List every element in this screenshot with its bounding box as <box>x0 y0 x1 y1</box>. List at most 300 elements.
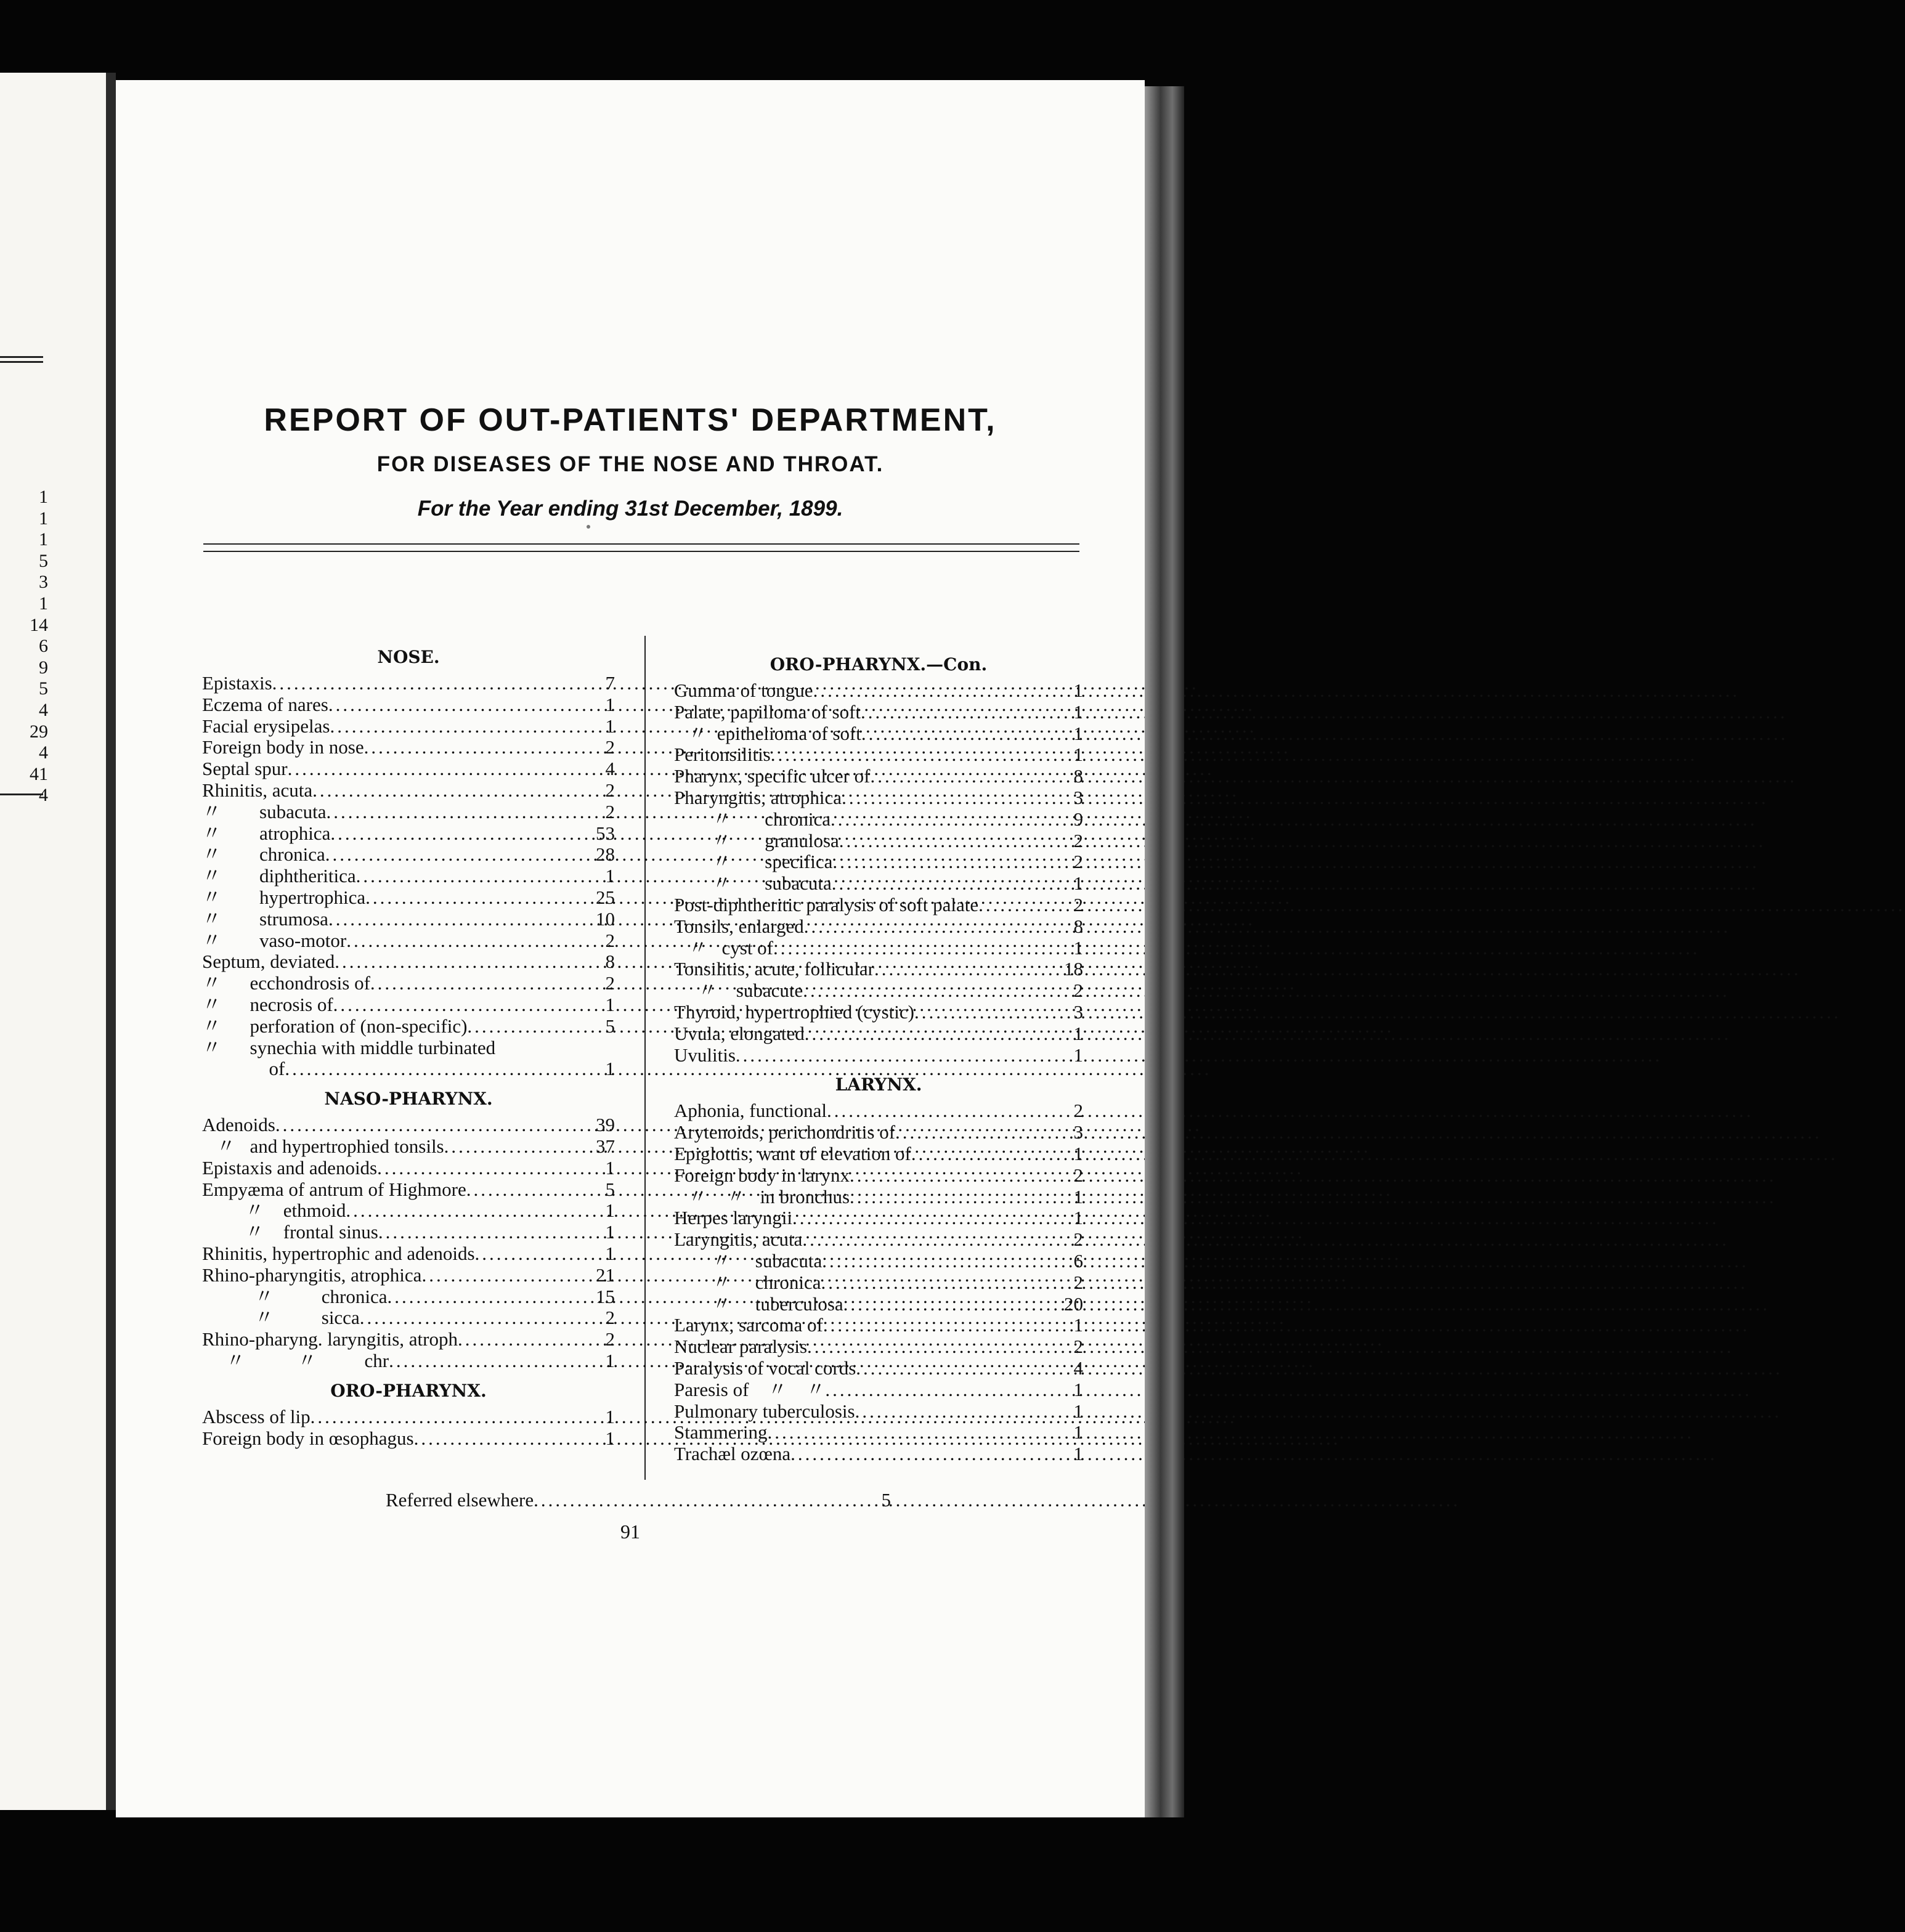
previous-page-number: 1 <box>39 508 48 529</box>
table-row <box>202 1329 615 1350</box>
table-row <box>674 1023 1083 1045</box>
table-row <box>202 780 615 802</box>
table-row <box>202 1286 615 1308</box>
dot-leader <box>360 1307 583 1329</box>
case-count: 1 <box>1073 1142 1083 1164</box>
diagnosis-label: Pharynx, specific ulcer of <box>674 765 871 787</box>
case-count: 8 <box>1073 765 1083 787</box>
dot-leader <box>389 1350 583 1372</box>
table-row <box>202 1222 615 1243</box>
dot-leader <box>370 973 583 994</box>
case-count: 1 <box>1073 744 1083 766</box>
diagnosis-label: Nuclear paralysis <box>674 1336 808 1358</box>
table-row <box>674 916 1083 938</box>
case-count: 1 <box>1073 1400 1083 1422</box>
table-row <box>674 1401 1083 1423</box>
diagnosis-label: Tonsils, enlarged <box>674 915 804 937</box>
diagnosis-label: Palate, papilloma of soft <box>674 700 861 723</box>
table-row <box>674 1443 1083 1465</box>
case-count: 2 <box>605 1307 615 1329</box>
table-row <box>674 1272 1083 1294</box>
dot-leader <box>326 802 583 823</box>
diagnosis-label: 〃 cyst of <box>674 936 774 959</box>
diagnosis-label: Foreign body in œsophagus <box>202 1427 414 1449</box>
case-count: 1 <box>1073 1207 1083 1229</box>
table-row <box>674 680 1083 702</box>
case-count: 1 <box>1073 700 1083 723</box>
table-row <box>674 1100 1083 1122</box>
case-count: 3 <box>1073 1000 1083 1023</box>
previous-page-number: 14 <box>30 614 48 635</box>
dot-leader <box>843 1294 1051 1315</box>
diagnosis-label: Empyæma of antrum of Highmore <box>202 1178 466 1200</box>
dot-leader <box>831 809 1051 830</box>
dot-leader <box>285 1058 583 1080</box>
dot-leader <box>805 1023 1051 1045</box>
table-row <box>202 1265 615 1286</box>
table-row <box>202 866 615 887</box>
case-count: 2 <box>1073 893 1083 915</box>
previous-page-number: 4 <box>39 699 48 720</box>
table-row <box>674 1336 1083 1358</box>
table-row <box>674 1358 1083 1379</box>
dot-leader <box>346 1200 583 1222</box>
diagnosis-label: Foreign body in nose <box>202 736 364 758</box>
diagnosis-label: 〃 granulosa <box>674 829 839 851</box>
diagnosis-label: Tonsilitis, acute, follicular <box>674 958 874 980</box>
diagnosis-label: Stammering <box>674 1421 768 1443</box>
dot-leader <box>861 702 1051 723</box>
case-count: 2 <box>1073 1271 1083 1293</box>
table-row <box>202 802 615 823</box>
case-count: 1 <box>605 1199 615 1222</box>
table-row <box>202 694 615 716</box>
diagnosis-label: Adenoids <box>202 1114 275 1136</box>
dot-leader <box>832 873 1051 895</box>
table-row <box>202 1243 615 1265</box>
dot-leader <box>861 723 1051 745</box>
case-count: 2 <box>605 736 615 758</box>
table-row <box>202 758 615 780</box>
diagnosis-label: 〃 sicca <box>202 1307 360 1329</box>
dot-leader <box>827 1100 1051 1122</box>
case-count: 2 <box>1073 1164 1083 1186</box>
table-row <box>674 1379 1083 1401</box>
case-count: 1 <box>1073 722 1083 744</box>
report-title: REPORT OF OUT-PATIENTS' DEPARTMENT, <box>264 402 997 438</box>
previous-page-number: 1 <box>39 529 48 550</box>
dot-leader <box>328 909 583 930</box>
case-count: 3 <box>1073 786 1083 808</box>
dot-leader <box>871 766 1052 787</box>
diagnosis-label: Peritonsilitis <box>674 744 771 766</box>
dot-leader <box>312 780 583 802</box>
diagnosis-label: 〃 synechia with middle turbinated <box>202 1036 496 1058</box>
diagnosis-label: 〃 subacute <box>674 980 803 1002</box>
dot-leader <box>839 830 1051 852</box>
previous-page-number: 5 <box>39 550 48 571</box>
case-count: 25 <box>596 886 615 908</box>
previous-page-number: 41 <box>30 763 48 784</box>
dot-leader <box>421 1265 583 1286</box>
right-column <box>674 649 1083 1465</box>
dot-leader <box>822 1251 1051 1272</box>
table-row <box>202 1136 615 1158</box>
diagnosis-label: Rhinitis, acuta <box>202 779 313 801</box>
table-row <box>202 844 615 866</box>
table-row <box>202 823 615 845</box>
previous-page-rule <box>0 356 43 358</box>
section-heading: NASO-PHARYNX. <box>324 1089 493 1110</box>
dot-leader <box>874 959 1051 980</box>
diagnosis-label: Herpes laryngii <box>674 1207 792 1229</box>
case-count: 21 <box>596 1264 615 1286</box>
case-count: 1 <box>1073 1443 1083 1465</box>
table-row <box>202 1307 615 1329</box>
table-row <box>674 702 1083 723</box>
dot-leader <box>333 994 583 1016</box>
dot-leader <box>346 930 583 952</box>
table-row <box>674 744 1083 766</box>
table-row <box>202 1200 615 1222</box>
diagnosis-label: Epiglottis, want of elevation of <box>674 1142 911 1164</box>
diagnosis-label: 〃 subacuta <box>674 872 832 895</box>
dot-leader <box>978 895 1051 916</box>
previous-page-number: 5 <box>39 678 48 699</box>
diagnosis-label: 〃 strumosa <box>202 907 328 930</box>
dot-leader <box>444 1136 583 1158</box>
case-count: 1 <box>1073 1421 1083 1443</box>
previous-page-number: 4 <box>39 785 48 806</box>
diagnosis-label: Abscess of lip <box>202 1405 311 1427</box>
diagnosis-label: Trachæl ozœna <box>674 1443 791 1465</box>
diagnosis-label: Pulmonary tuberculosis <box>674 1400 855 1422</box>
diagnosis-label: 〃 frontal sinus <box>202 1221 378 1243</box>
diagnosis-label: 〃 ethmoid <box>202 1199 346 1222</box>
table-row <box>202 1179 615 1201</box>
diagnosis-label: 〃 vaso-motor <box>202 929 347 951</box>
diagnosis-label: Foreign body in larynx <box>674 1164 850 1186</box>
case-count: 39 <box>596 1114 615 1136</box>
dot-leader <box>792 1208 1051 1229</box>
table-row <box>674 1002 1083 1023</box>
case-count: 18 <box>1064 958 1083 980</box>
previous-page-rule <box>0 361 43 363</box>
section-heading: NOSE. <box>377 647 440 667</box>
table-row <box>674 830 1083 852</box>
diagnosis-label: Gumma of tongue <box>674 680 813 701</box>
dot-leader <box>914 1002 1051 1023</box>
diagnosis-label: Post-diphtheritic paralysis of soft palate <box>674 893 979 915</box>
case-count: 1 <box>1073 1314 1083 1336</box>
dot-leader <box>272 673 583 694</box>
case-count: 1 <box>605 1427 615 1449</box>
diagnosis-label: Epistaxis and adenoids <box>202 1156 378 1179</box>
dot-leader <box>790 1443 1051 1465</box>
diagnosis-label: 〃 hypertrophica <box>202 886 366 908</box>
dot-leader <box>325 844 583 866</box>
previous-page-number: 4 <box>39 742 48 763</box>
table-row <box>202 973 615 994</box>
diagnosis-label: 〃 chronica <box>202 1285 388 1307</box>
diagnosis-label: 〃 and hypertrophied tonsils <box>202 1135 444 1157</box>
dot-leader <box>911 1143 1051 1165</box>
previous-page-number: 1 <box>39 593 48 614</box>
table-row <box>202 951 615 973</box>
diagnosis-label: 〃 ecchondrosis of <box>202 972 370 994</box>
diagnosis-label: Facial erysipelas <box>202 715 330 737</box>
section-heading: LARYNX. <box>835 1074 922 1095</box>
dot-leader <box>850 1187 1051 1208</box>
case-count: 5 <box>605 1178 615 1200</box>
case-count: 7 <box>605 672 615 694</box>
dot-leader <box>771 744 1051 766</box>
case-count: 1 <box>1073 1185 1083 1208</box>
case-count: 1 <box>1073 1022 1083 1044</box>
case-count: 1 <box>605 1058 615 1080</box>
dot-leader <box>475 1243 583 1265</box>
diagnosis-label: 〃 epithelioma of soft <box>674 722 861 744</box>
case-count: 1 <box>1073 1378 1083 1400</box>
dot-leader <box>825 1379 1051 1401</box>
diagnosis-label: Rhino-pharyngitis, atrophica <box>202 1264 422 1286</box>
case-count: 3 <box>1073 1121 1083 1143</box>
dot-leader <box>821 1272 1051 1294</box>
diagnosis-label: Septum, deviated <box>202 951 335 973</box>
page-number: 91 <box>620 1520 640 1543</box>
book-page <box>116 80 1145 1817</box>
dot-leader <box>378 1222 583 1243</box>
case-count: 1 <box>605 693 615 715</box>
table-row <box>674 959 1083 980</box>
print-speck <box>587 525 590 529</box>
case-count: 5 <box>605 1015 615 1037</box>
section-heading: ORO-PHARYNX.—Con. <box>770 654 988 675</box>
diagnosis-label: Epistaxis <box>202 672 272 694</box>
diagnosis-label: Thyroid, hypertrophied (cystic) <box>674 1000 914 1023</box>
table-row <box>202 1114 615 1136</box>
dot-leader <box>803 980 1051 1002</box>
diagnosis-label: Laryngitis, acuta <box>674 1228 803 1251</box>
book-gutter <box>106 73 116 1810</box>
diagnosis-label: of <box>202 1058 285 1080</box>
dot-leader <box>330 823 583 845</box>
table-row <box>674 1251 1083 1272</box>
diagnosis-label: Aphonia, functional <box>674 1100 827 1122</box>
previous-page-number: 29 <box>30 721 48 742</box>
dot-leader <box>813 680 1051 702</box>
diagnosis-label: 〃 specifica <box>674 851 833 873</box>
dot-leader <box>365 887 583 909</box>
case-count: 1 <box>605 715 615 737</box>
previous-page-numbers <box>0 487 48 806</box>
case-count: 1 <box>1073 872 1083 895</box>
dot-leader <box>311 1406 583 1428</box>
page-edge-shadow <box>1145 86 1184 1817</box>
dot-leader <box>377 1158 583 1179</box>
case-count: 37 <box>596 1135 615 1157</box>
case-count: 1 <box>605 1242 615 1264</box>
dot-leader <box>807 1336 1051 1358</box>
diagnosis-label: Uvula, elongated <box>674 1022 805 1044</box>
case-count: 2 <box>1073 980 1083 1002</box>
diagnosis-label: Arytenoids, perichondritis of <box>674 1121 896 1143</box>
table-row <box>674 851 1083 873</box>
dot-leader <box>856 1358 1051 1379</box>
dot-leader <box>773 938 1051 959</box>
diagnosis-label: 〃 perforation of (non-specific) <box>202 1015 468 1037</box>
case-count: 1 <box>605 1221 615 1243</box>
table-row <box>674 1315 1083 1336</box>
dot-leader <box>802 1229 1051 1251</box>
referred-count: 5 <box>881 1489 891 1511</box>
dot-leader <box>364 737 583 758</box>
case-count: 1 <box>605 1405 615 1427</box>
table-row <box>674 1187 1083 1208</box>
case-count: 2 <box>1073 851 1083 873</box>
case-count: 4 <box>605 758 615 780</box>
diagnosis-label: 〃 chronica <box>674 808 831 830</box>
case-count: 1 <box>1073 680 1083 701</box>
diagnosis-label: Septal spur <box>202 758 288 780</box>
diagnosis-label: 〃 subacuta <box>674 1249 823 1272</box>
left-column <box>202 642 615 1449</box>
table-row <box>202 909 615 930</box>
table-row <box>674 938 1083 959</box>
table-row <box>674 1422 1083 1443</box>
table-row <box>674 809 1083 830</box>
table-row <box>202 716 615 737</box>
diagnosis-label: Uvulitis <box>674 1044 736 1066</box>
dot-leader <box>328 694 583 716</box>
case-count: 2 <box>605 800 615 822</box>
case-count: 2 <box>605 972 615 994</box>
dot-leader <box>356 866 583 887</box>
dot-leader <box>387 1286 583 1308</box>
table-row <box>674 1208 1083 1229</box>
previous-page-number: 3 <box>39 572 48 593</box>
table-row <box>674 1229 1083 1251</box>
case-count: 2 <box>605 929 615 951</box>
case-count: 9 <box>1073 808 1083 830</box>
case-count: 28 <box>596 843 615 866</box>
dot-leader <box>736 1045 1051 1066</box>
case-count: 2 <box>1073 1100 1083 1122</box>
table-row <box>202 930 615 952</box>
case-count: 1 <box>605 993 615 1015</box>
table-row <box>674 766 1083 787</box>
report-subtitle: FOR DISEASES OF THE NOSE AND THROAT. <box>376 452 884 476</box>
dot-leader <box>804 916 1051 938</box>
dot-leader <box>832 851 1051 873</box>
diagnosis-label: Eczema of nares <box>202 693 328 715</box>
table-row <box>202 1428 615 1450</box>
diagnosis-label: Larynx, sarcoma of <box>674 1314 823 1336</box>
previous-page-edge <box>0 73 106 1810</box>
case-count: 2 <box>605 1328 615 1350</box>
table-row <box>674 723 1083 745</box>
diagnosis-label: Rhinitis, hypertrophic and adenoids <box>202 1242 475 1264</box>
table-row <box>202 1350 615 1372</box>
case-count: 2 <box>1073 1228 1083 1251</box>
dot-leader <box>458 1329 583 1350</box>
table-row <box>202 1037 615 1059</box>
table-row <box>674 787 1083 809</box>
dot-leader <box>467 1016 583 1037</box>
case-count: 2 <box>605 779 615 801</box>
table-row <box>674 1165 1083 1187</box>
dot-leader <box>855 1401 1051 1423</box>
table-row <box>674 895 1083 916</box>
diagnosis-label: Paresis of 〃 〃 <box>674 1378 826 1400</box>
table-row <box>674 1143 1083 1165</box>
diagnosis-label: 〃 〃 in bronchus <box>674 1185 850 1208</box>
double-rule <box>203 543 1079 545</box>
dot-leader <box>850 1165 1051 1187</box>
case-count: 1 <box>1073 1044 1083 1066</box>
table-row <box>202 673 615 694</box>
dot-leader <box>534 1490 854 1511</box>
diagnosis-label: 〃 chronica <box>202 843 325 866</box>
case-count: 8 <box>605 951 615 973</box>
case-count: 20 <box>1064 1293 1083 1315</box>
table-row <box>202 1158 615 1179</box>
case-count: 15 <box>596 1285 615 1307</box>
case-count: 1 <box>1073 936 1083 959</box>
table-row <box>202 737 615 758</box>
diagnosis-label: 〃 〃 chr <box>202 1349 389 1371</box>
section-heading: ORO-PHARYNX. <box>330 1380 487 1401</box>
table-row <box>674 1122 1083 1143</box>
previous-page-number: 1 <box>39 487 48 507</box>
diagnosis-label: 〃 tuberculosa <box>674 1293 843 1315</box>
dot-leader <box>768 1422 1051 1443</box>
diagnosis-label: 〃 subacuta <box>202 800 327 822</box>
table-row <box>202 1406 615 1428</box>
dot-leader <box>414 1428 583 1450</box>
table-row <box>202 887 615 909</box>
dot-leader <box>288 758 583 780</box>
diagnosis-label: 〃 chronica <box>674 1271 821 1293</box>
previous-page-number: 9 <box>39 657 48 678</box>
diagnosis-label: Pharyngitis, atrophica <box>674 786 842 808</box>
report-period: For the Year ending 31st December, 1899. <box>417 497 843 521</box>
case-count: 6 <box>1073 1249 1083 1272</box>
table-row <box>202 994 615 1016</box>
dot-leader <box>275 1114 583 1136</box>
dot-leader <box>330 716 583 737</box>
previous-page-rule <box>0 794 43 795</box>
dot-leader <box>466 1179 583 1201</box>
dot-leader <box>842 787 1051 809</box>
case-count: 2 <box>1073 1336 1083 1358</box>
double-rule <box>203 551 1079 552</box>
dot-leader <box>895 1122 1051 1143</box>
table-row <box>202 1016 615 1037</box>
referred-label: Referred elsewhere <box>386 1489 534 1511</box>
case-count: 4 <box>1073 1357 1083 1379</box>
table-row <box>202 1058 615 1080</box>
diagnosis-label: Rhino-pharyng. laryngitis, atroph <box>202 1328 458 1350</box>
table-row <box>674 873 1083 895</box>
referred-elsewhere-row <box>386 1490 891 1511</box>
case-count: 53 <box>596 822 615 844</box>
diagnosis-label: 〃 atrophica <box>202 822 331 844</box>
case-count: 1 <box>605 865 615 887</box>
previous-page-number: 6 <box>39 636 48 657</box>
diagnosis-label: 〃 diphtheritica <box>202 865 356 887</box>
dot-leader <box>823 1315 1051 1336</box>
